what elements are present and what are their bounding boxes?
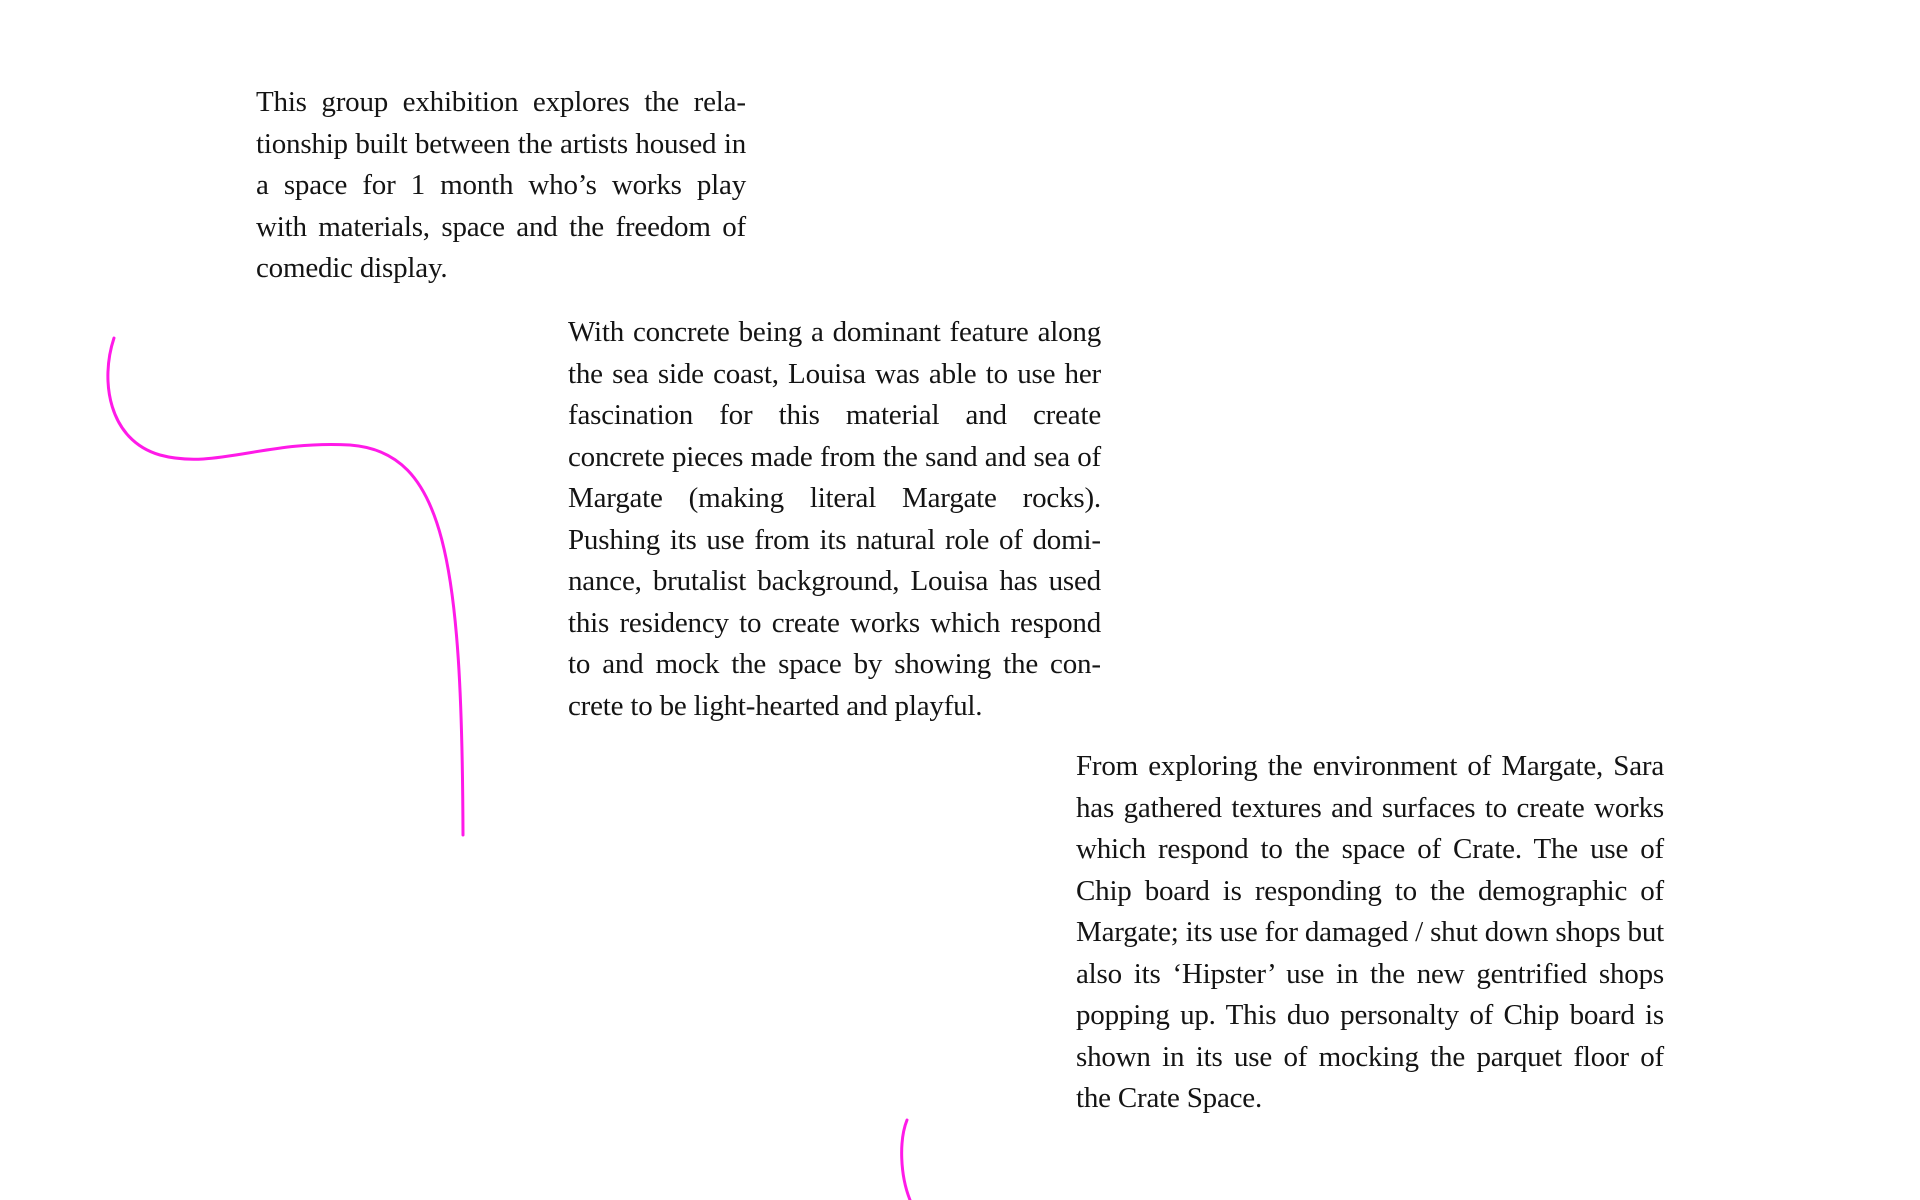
intro-paragraph: This group exhibition explores the relationship built between the artists housed in a space for 1 month who’s works play with materials, space and the freedom of comedic display. xyxy=(256,86,746,284)
louisa-paragraph: With concrete being a dominant feature along the sea side coast, Louisa was able to use her fascination for this material and create concrete pieces made from the sand and sea of Margate (making literal Margate rocks). Pushing its use from its natural role of dominance, brutalist background, Louisa has used this residency to create works which respond to and mock the space by showing the concrete to be light-hearted and playful. xyxy=(568,316,1101,722)
magenta-curve-bottom xyxy=(902,1120,910,1200)
magenta-curve-left xyxy=(108,338,463,835)
sara-paragraph: From exploring the environment of Margate, Sara has gathered textures and surfaces to create works which respond to the space of Crate. The use of Chip board is responding to the demographic of Margate; its use for damaged / shut down shops but also its ‘Hipster’ use in the new gentrified shops popping up. This duo personalty of Chip board is shown in its use of mocking the parquet floor of the Crate Space. xyxy=(1076,750,1664,1114)
